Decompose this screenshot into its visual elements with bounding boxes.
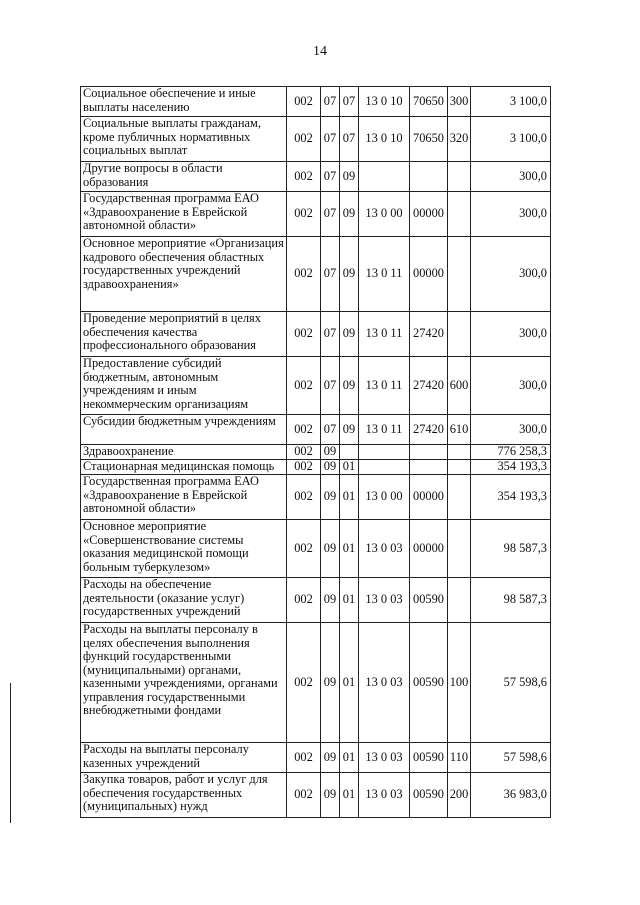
row-subsection: 01	[340, 743, 359, 773]
table-row	[81, 87, 551, 117]
row-subsection	[340, 445, 359, 460]
row-section: 09	[321, 743, 340, 773]
row-amount: 354 193,3	[471, 460, 551, 475]
row-expense-type: 200	[448, 773, 471, 818]
row-expense-code: 00590	[410, 773, 448, 818]
row-expense-code	[410, 162, 448, 192]
row-subsection: 01	[340, 623, 359, 743]
margin-line	[10, 683, 11, 823]
row-section: 07	[321, 162, 340, 192]
table-row	[81, 357, 551, 415]
row-name: Государственная программа ЕАО «Здравоохранение в Еврейской автономной области»	[81, 192, 287, 237]
row-subsection: 01	[340, 460, 359, 475]
row-name: Социальные выплаты гражданам, кроме публичных нормативных социальных выплат	[81, 117, 287, 162]
row-gr-code: 002	[287, 460, 321, 475]
row-amount: 300,0	[471, 415, 551, 445]
row-expense-code: 00000	[410, 520, 448, 578]
row-section: 07	[321, 117, 340, 162]
row-amount: 98 587,3	[471, 520, 551, 578]
table-row	[81, 312, 551, 357]
row-program-code: 13 0 11	[359, 415, 410, 445]
row-subsection: 01	[340, 475, 359, 520]
row-section: 07	[321, 415, 340, 445]
row-section: 07	[321, 87, 340, 117]
row-program-code: 13 0 11	[359, 357, 410, 415]
row-gr-code: 002	[287, 357, 321, 415]
row-expense-code: 00590	[410, 743, 448, 773]
budget-table	[80, 86, 551, 818]
row-gr-code: 002	[287, 475, 321, 520]
row-section: 07	[321, 357, 340, 415]
row-program-code: 13 0 03	[359, 773, 410, 818]
row-gr-code: 002	[287, 520, 321, 578]
table-row	[81, 520, 551, 578]
row-expense-code: 00000	[410, 192, 448, 237]
row-program-code: 13 0 03	[359, 743, 410, 773]
row-subsection: 01	[340, 578, 359, 623]
row-subsection: 01	[340, 773, 359, 818]
table-row	[81, 578, 551, 623]
row-name: Основное мероприятие «Совершенствование системы оказания медицинской помощи больным туберкулезом»	[81, 520, 287, 578]
table-row	[81, 460, 551, 475]
row-gr-code: 002	[287, 623, 321, 743]
row-subsection: 09	[340, 192, 359, 237]
row-name: Другие вопросы в области образования	[81, 162, 287, 192]
row-section: 07	[321, 312, 340, 357]
row-gr-code: 002	[287, 743, 321, 773]
row-name: Стационарная медицинская помощь	[81, 460, 287, 475]
row-expense-code: 27420	[410, 415, 448, 445]
row-expense-code: 27420	[410, 357, 448, 415]
row-section: 09	[321, 445, 340, 460]
row-expense-type	[448, 578, 471, 623]
row-expense-type: 110	[448, 743, 471, 773]
row-expense-code: 70650	[410, 87, 448, 117]
row-gr-code: 002	[287, 117, 321, 162]
row-name: Закупка товаров, работ и услуг для обеспечения государственных (муниципальных) нужд	[81, 773, 287, 818]
row-amount: 300,0	[471, 312, 551, 357]
row-amount: 36 983,0	[471, 773, 551, 818]
row-program-code: 13 0 00	[359, 192, 410, 237]
row-expense-type: 100	[448, 623, 471, 743]
row-expense-type: 600	[448, 357, 471, 415]
row-expense-type	[448, 460, 471, 475]
row-gr-code: 002	[287, 578, 321, 623]
row-expense-type	[448, 162, 471, 192]
row-gr-code: 002	[287, 192, 321, 237]
row-name: Расходы на обеспечение деятельности (оказание услуг) государственных учреждений	[81, 578, 287, 623]
row-gr-code: 002	[287, 415, 321, 445]
page-number: 14	[313, 44, 327, 59]
row-program-code: 13 0 00	[359, 475, 410, 520]
row-amount: 57 598,6	[471, 743, 551, 773]
row-section: 09	[321, 773, 340, 818]
row-expense-type	[448, 475, 471, 520]
row-section: 07	[321, 237, 340, 312]
table-row	[81, 237, 551, 312]
row-amount: 57 598,6	[471, 623, 551, 743]
row-program-code	[359, 445, 410, 460]
row-expense-code: 00000	[410, 237, 448, 312]
row-subsection: 09	[340, 162, 359, 192]
table-row	[81, 415, 551, 445]
row-expense-type: 610	[448, 415, 471, 445]
row-amount: 98 587,3	[471, 578, 551, 623]
row-name: Социальное обеспечение и иные выплаты населению	[81, 87, 287, 117]
row-gr-code: 002	[287, 312, 321, 357]
row-expense-type	[448, 312, 471, 357]
row-program-code: 13 0 10	[359, 117, 410, 162]
row-subsection: 09	[340, 237, 359, 312]
row-subsection: 01	[340, 520, 359, 578]
row-program-code: 13 0 10	[359, 87, 410, 117]
row-amount: 776 258,3	[471, 445, 551, 460]
row-name: Государственная программа ЕАО «Здравоохранение в Еврейской автономной области»	[81, 475, 287, 520]
row-section: 09	[321, 623, 340, 743]
row-name: Здравоохранение	[81, 445, 287, 460]
row-amount: 300,0	[471, 162, 551, 192]
table-row	[81, 162, 551, 192]
table-row	[81, 623, 551, 743]
row-program-code: 13 0 03	[359, 623, 410, 743]
row-program-code: 13 0 03	[359, 520, 410, 578]
row-expense-code: 00590	[410, 623, 448, 743]
row-name: Основное мероприятие «Организация кадрового обеспечения областных государственных учреждений здравоохранения»	[81, 237, 287, 312]
row-expense-code: 70650	[410, 117, 448, 162]
row-subsection: 07	[340, 117, 359, 162]
row-section: 09	[321, 578, 340, 623]
row-name: Проведение мероприятий в целях обеспечения качества профессионального образования	[81, 312, 287, 357]
row-name: Субсидии бюджетным учреждениям	[81, 415, 287, 445]
row-expense-type	[448, 520, 471, 578]
table-row	[81, 773, 551, 818]
row-gr-code: 002	[287, 237, 321, 312]
row-expense-code: 00590	[410, 578, 448, 623]
row-expense-type	[448, 445, 471, 460]
row-expense-type	[448, 237, 471, 312]
row-subsection: 09	[340, 357, 359, 415]
row-program-code: 13 0 03	[359, 578, 410, 623]
row-section: 09	[321, 475, 340, 520]
row-expense-code	[410, 445, 448, 460]
row-gr-code: 002	[287, 162, 321, 192]
row-name: Предоставление субсидий бюджетным, автономным учреждениям и иным некоммерческим организациям	[81, 357, 287, 415]
row-name: Расходы на выплаты персоналу казенных учреждений	[81, 743, 287, 773]
row-name: Расходы на выплаты персоналу в целях обеспечения выполнения функций государственными (муниципальными) органами, казенными учреждениями, органами управления государственными внебюджетными фондами	[81, 623, 287, 743]
row-gr-code: 002	[287, 87, 321, 117]
row-expense-code: 00000	[410, 475, 448, 520]
row-section: 09	[321, 520, 340, 578]
row-expense-code: 27420	[410, 312, 448, 357]
row-subsection: 09	[340, 312, 359, 357]
row-amount: 300,0	[471, 237, 551, 312]
row-program-code	[359, 460, 410, 475]
row-gr-code: 002	[287, 773, 321, 818]
row-amount: 300,0	[471, 357, 551, 415]
table-row	[81, 475, 551, 520]
row-amount: 354 193,3	[471, 475, 551, 520]
row-expense-code	[410, 460, 448, 475]
row-gr-code: 002	[287, 445, 321, 460]
row-section: 07	[321, 192, 340, 237]
row-program-code: 13 0 11	[359, 312, 410, 357]
row-amount: 3 100,0	[471, 87, 551, 117]
table-row	[81, 117, 551, 162]
table-row	[81, 445, 551, 460]
row-amount: 3 100,0	[471, 117, 551, 162]
row-program-code	[359, 162, 410, 192]
row-section: 09	[321, 460, 340, 475]
row-program-code: 13 0 11	[359, 237, 410, 312]
table-row	[81, 192, 551, 237]
table-row	[81, 743, 551, 773]
row-expense-type	[448, 192, 471, 237]
row-expense-type: 300	[448, 87, 471, 117]
row-expense-type: 320	[448, 117, 471, 162]
row-subsection: 07	[340, 87, 359, 117]
row-subsection: 09	[340, 415, 359, 445]
row-amount: 300,0	[471, 192, 551, 237]
